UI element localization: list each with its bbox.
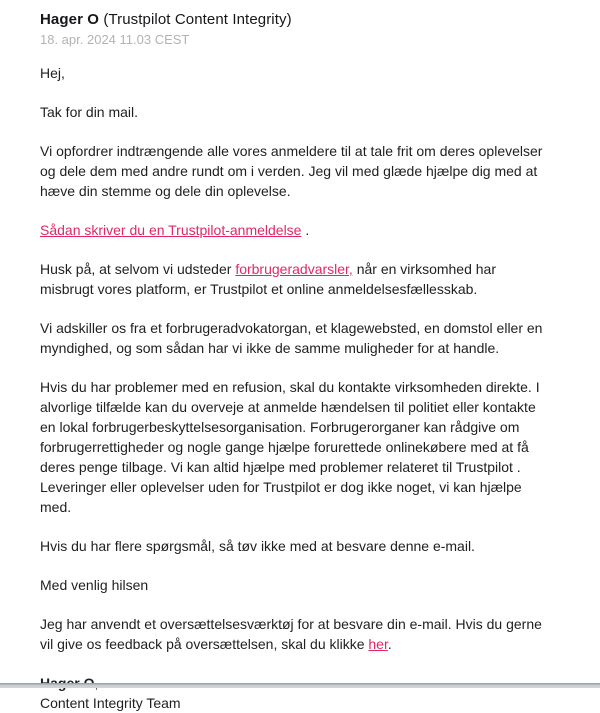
warning-text-prefix: Husk på, at selvom vi udsteder — [40, 261, 236, 277]
how-to-write-review-link[interactable]: Sådan skriver du en Trustpilot-anmeldelse — [40, 222, 302, 238]
consumer-warnings-link[interactable]: forbrugeradvarsler, — [235, 261, 353, 277]
paragraph-refund-advice: Hvis du har problemer med en refusion, skal du kontakte virksomheden direkte. I alvorlige tilfælde kan du overveje at anmelde hændelsen til politiet eller kontakte en lokal forbrugerbeskyttelsesorganisation. Forbrugerorganer kan rådgive om forbrugerrettigheder og nogle gange hjælpe forurettede onlinekøbere med at få deres penge tilbage. Vi kan altid hjælpe med problemer relateret til Trustpilot . Leveringer eller oplevelser uden for Trustpilot er dog ikke noget, vi kan hjælpe med. — [40, 379, 540, 515]
message-timestamp: 18. apr. 2024 11.03 CEST — [40, 32, 190, 47]
horizontal-scrollbar[interactable] — [0, 683, 600, 688]
greeting-text: Hej, — [40, 65, 65, 81]
paragraph-distinction: Vi adskiller os fra et forbrugeradvokatorgan, et klagewebsted, en domstol eller en myndighed, og som sådan har vi ikke de samme muligheder for at handle. — [40, 320, 543, 356]
sender-organization: (Trustpilot Content Integrity) — [103, 11, 292, 28]
thanks-text: Tak for din mail. — [40, 104, 139, 120]
translation-text-suffix: . — [387, 636, 392, 652]
paragraph-how-to-link — [40, 220, 546, 240]
paragraph-more-questions: Hvis du har flere spørgsmål, så tøv ikke med at besvare denne e-mail. — [40, 538, 475, 554]
paragraph-encourage: Vi opfordrer indtrængende alle vores anmeldere til at tale frit om deres oplevelser og dele dem med andre rundt om i verden. Jeg vil med glæde hjælpe dig med at hæve din stemme og dele din oplevelse. — [40, 143, 543, 199]
email-header — [40, 10, 546, 49]
warning-text-suffix: når en virksomhed har misbrugt vores platform, er Trustpilot et online anmeldelsesfællesskab. — [40, 261, 497, 297]
sender-name: Hager O — [40, 11, 100, 28]
email-body — [40, 63, 546, 713]
signature-team: Content Integrity Team — [40, 695, 181, 711]
feedback-here-link[interactable]: her — [368, 636, 388, 652]
paragraph-consumer-warning — [40, 259, 546, 299]
paragraph-translation-note — [40, 614, 546, 654]
how-to-link-suffix: . — [301, 222, 310, 238]
translation-text-prefix: Jeg har anvendt et oversættelsesværktøj for at besvare din e-mail. Hvis du gerne vil give os feedback på oversættelsen, skal du klikke — [40, 616, 542, 652]
sender-line — [40, 10, 546, 30]
closing-text: Med venlig hilsen — [40, 577, 149, 593]
